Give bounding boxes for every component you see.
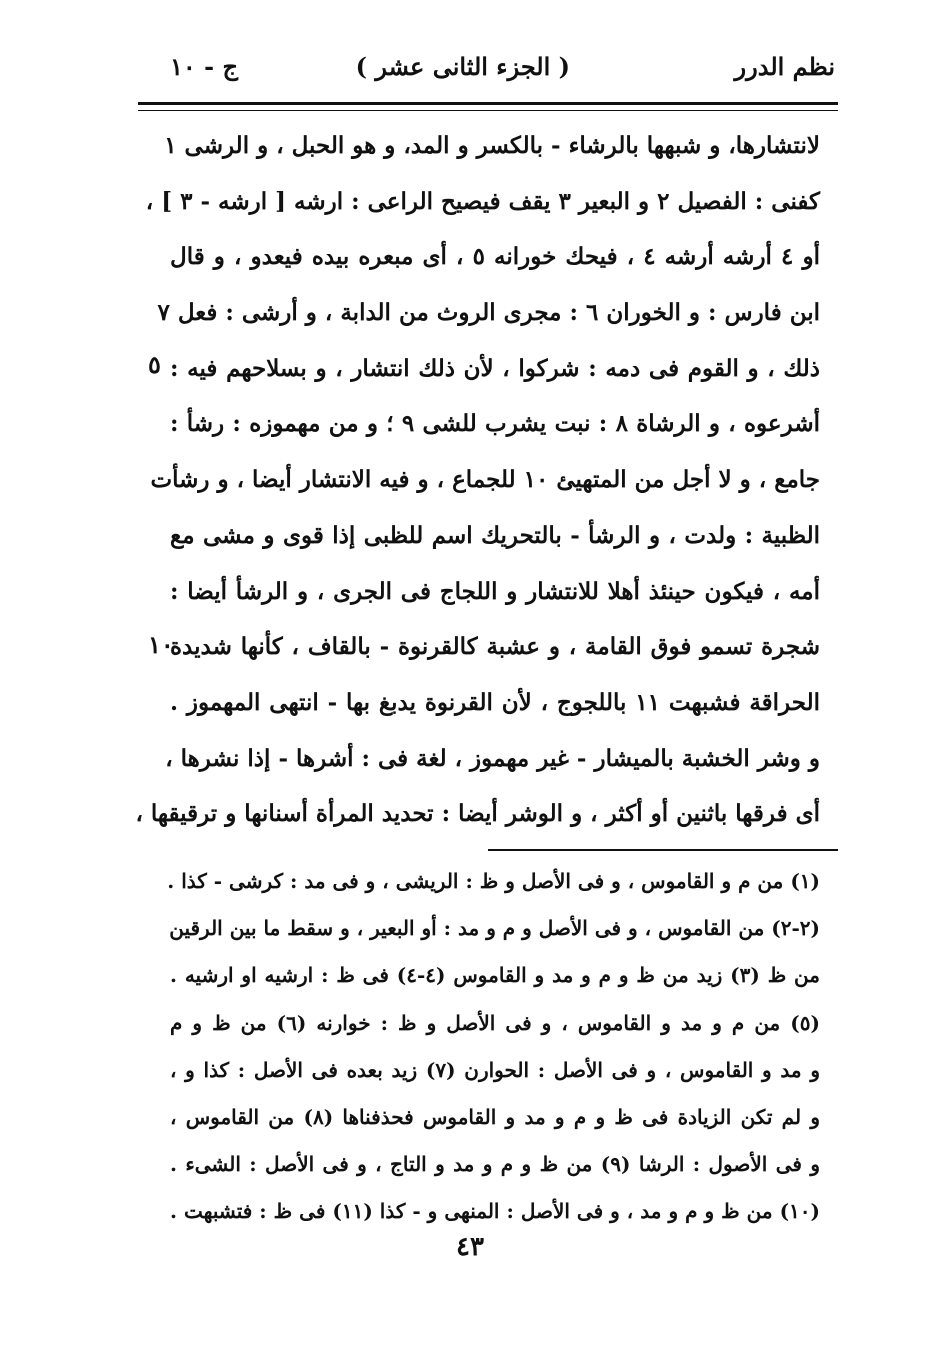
text-line: شجرة تسمو فوق القامة ، و عشبة كالقرنوة - بالقاف ، كأنها شديدة bbox=[170, 633, 820, 661]
footnote-line: من ظ (٣) زيد من ظ و م و مد و القاموس (٤-٤) فى ظ : ارشيه او ارشيه . bbox=[170, 963, 820, 988]
text-line: أى فرقها باثنين أو أكثر ، و الوشر أيضا : تحديد المرأة أسنانها و ترقيقها ، bbox=[135, 800, 820, 828]
footnotes bbox=[167, 858, 820, 1236]
footnote-line: و مد و القاموس ، و فى الأصل : الحوارن (٧) زيد بعده فى الأصل : كذا و ، bbox=[170, 1057, 820, 1082]
header-rule-thin bbox=[138, 110, 838, 111]
volume-label: ج - ١٠ bbox=[170, 52, 238, 81]
footnote-line: (١٠) من ظ و م و مد ، و فى الأصل : المنهى و - كذا (١١) فى ظ : فتشبهت . bbox=[170, 1199, 820, 1224]
page-number: ٤٣ bbox=[456, 1232, 484, 1262]
footnote-line: و لم تكن الزيادة فى ظ و م و مد و القاموس فحذفناها (٨) من القاموس ، bbox=[170, 1104, 820, 1129]
footnote-line: (١) من م و القاموس ، و فى الأصل و ظ : الريشى ، و فى مد : كرشى - كذا . bbox=[167, 869, 820, 893]
text-line: الحراقة فشبهت ١١ باللجوج ، لأن القرنوة يدبغ بها - انتهى المهموز . bbox=[170, 688, 820, 716]
header-rule-thick bbox=[138, 102, 838, 105]
book-title: نظم الدرر bbox=[734, 52, 835, 81]
text-line: أو ٤ أرشه أرشه ٤ ، فيحك خورانه ٥ ، أى مبعره بيده فيعدو ، و قال bbox=[170, 243, 820, 271]
text-line: أشرعوه ، و الرشاة ٨ : نبت يشرب للشى ٩ ؛ و من مهموزه : رشأ : bbox=[170, 410, 821, 438]
footnote-line: (٢-٢) من القاموس ، و فى الأصل و م و مد : أو البعير ، و سقط ما بين الرقين bbox=[169, 916, 820, 941]
footnote-line: و فى الأصول : الرشا (٩) من ظ و م و مد و التاج ، و فى الأصل : الشىء . bbox=[170, 1152, 820, 1177]
footnote-line: (٥) من م و مد و القاموس ، و فى الأصل و ظ : خوارنه (٦) من ظ و م bbox=[170, 1010, 820, 1035]
text-line: لانتشارها، و شبهها بالرشاء - بالكسر و المد، و هو الحبل ، و الرشى ١ bbox=[164, 132, 820, 159]
text-line: الظبية : ولدت ، و الرشأ - بالتحريك اسم للظبى إذا قوى و مشى مع bbox=[170, 521, 820, 549]
text-line: ابن فارس : و الخوران ٦ : مجرى الروث من الدابة ، و أرشى : فعل ٧ bbox=[157, 299, 820, 327]
footnote-separator bbox=[488, 849, 838, 851]
line-number-5: ٥ bbox=[148, 350, 161, 379]
text-line: و وشر الخشبة بالميشار - غير مهموز ، لغة فى : أشرها - إذا نشرها ، bbox=[165, 744, 820, 772]
text-line: ذلك ، و القوم فى دمه : شركوا ، لأن ذلك انتشار ، و بسلاحهم فيه : bbox=[170, 354, 820, 382]
main-text bbox=[135, 118, 821, 842]
text-line: جامع ، و لا أجل من المتهيئ ١٠ للجماع ، و فيه الانتشار أيضا ، و رشأت bbox=[150, 466, 820, 494]
text-line: كفنى : الفصيل ٢ و البعير ٣ يقف فيصيح الراعى : ارشه [ ارشه - ٣ ] ، bbox=[145, 187, 820, 215]
running-header bbox=[140, 52, 835, 96]
text-line: أمه ، فيكون حينئذ أهلا للانتشار و اللجاج فى الجرى ، و الرشأ أيضا : bbox=[170, 577, 820, 605]
line-number-10: ١٠ bbox=[148, 630, 174, 659]
part-title: ( الجزء الثانى عشر ) bbox=[355, 52, 570, 81]
